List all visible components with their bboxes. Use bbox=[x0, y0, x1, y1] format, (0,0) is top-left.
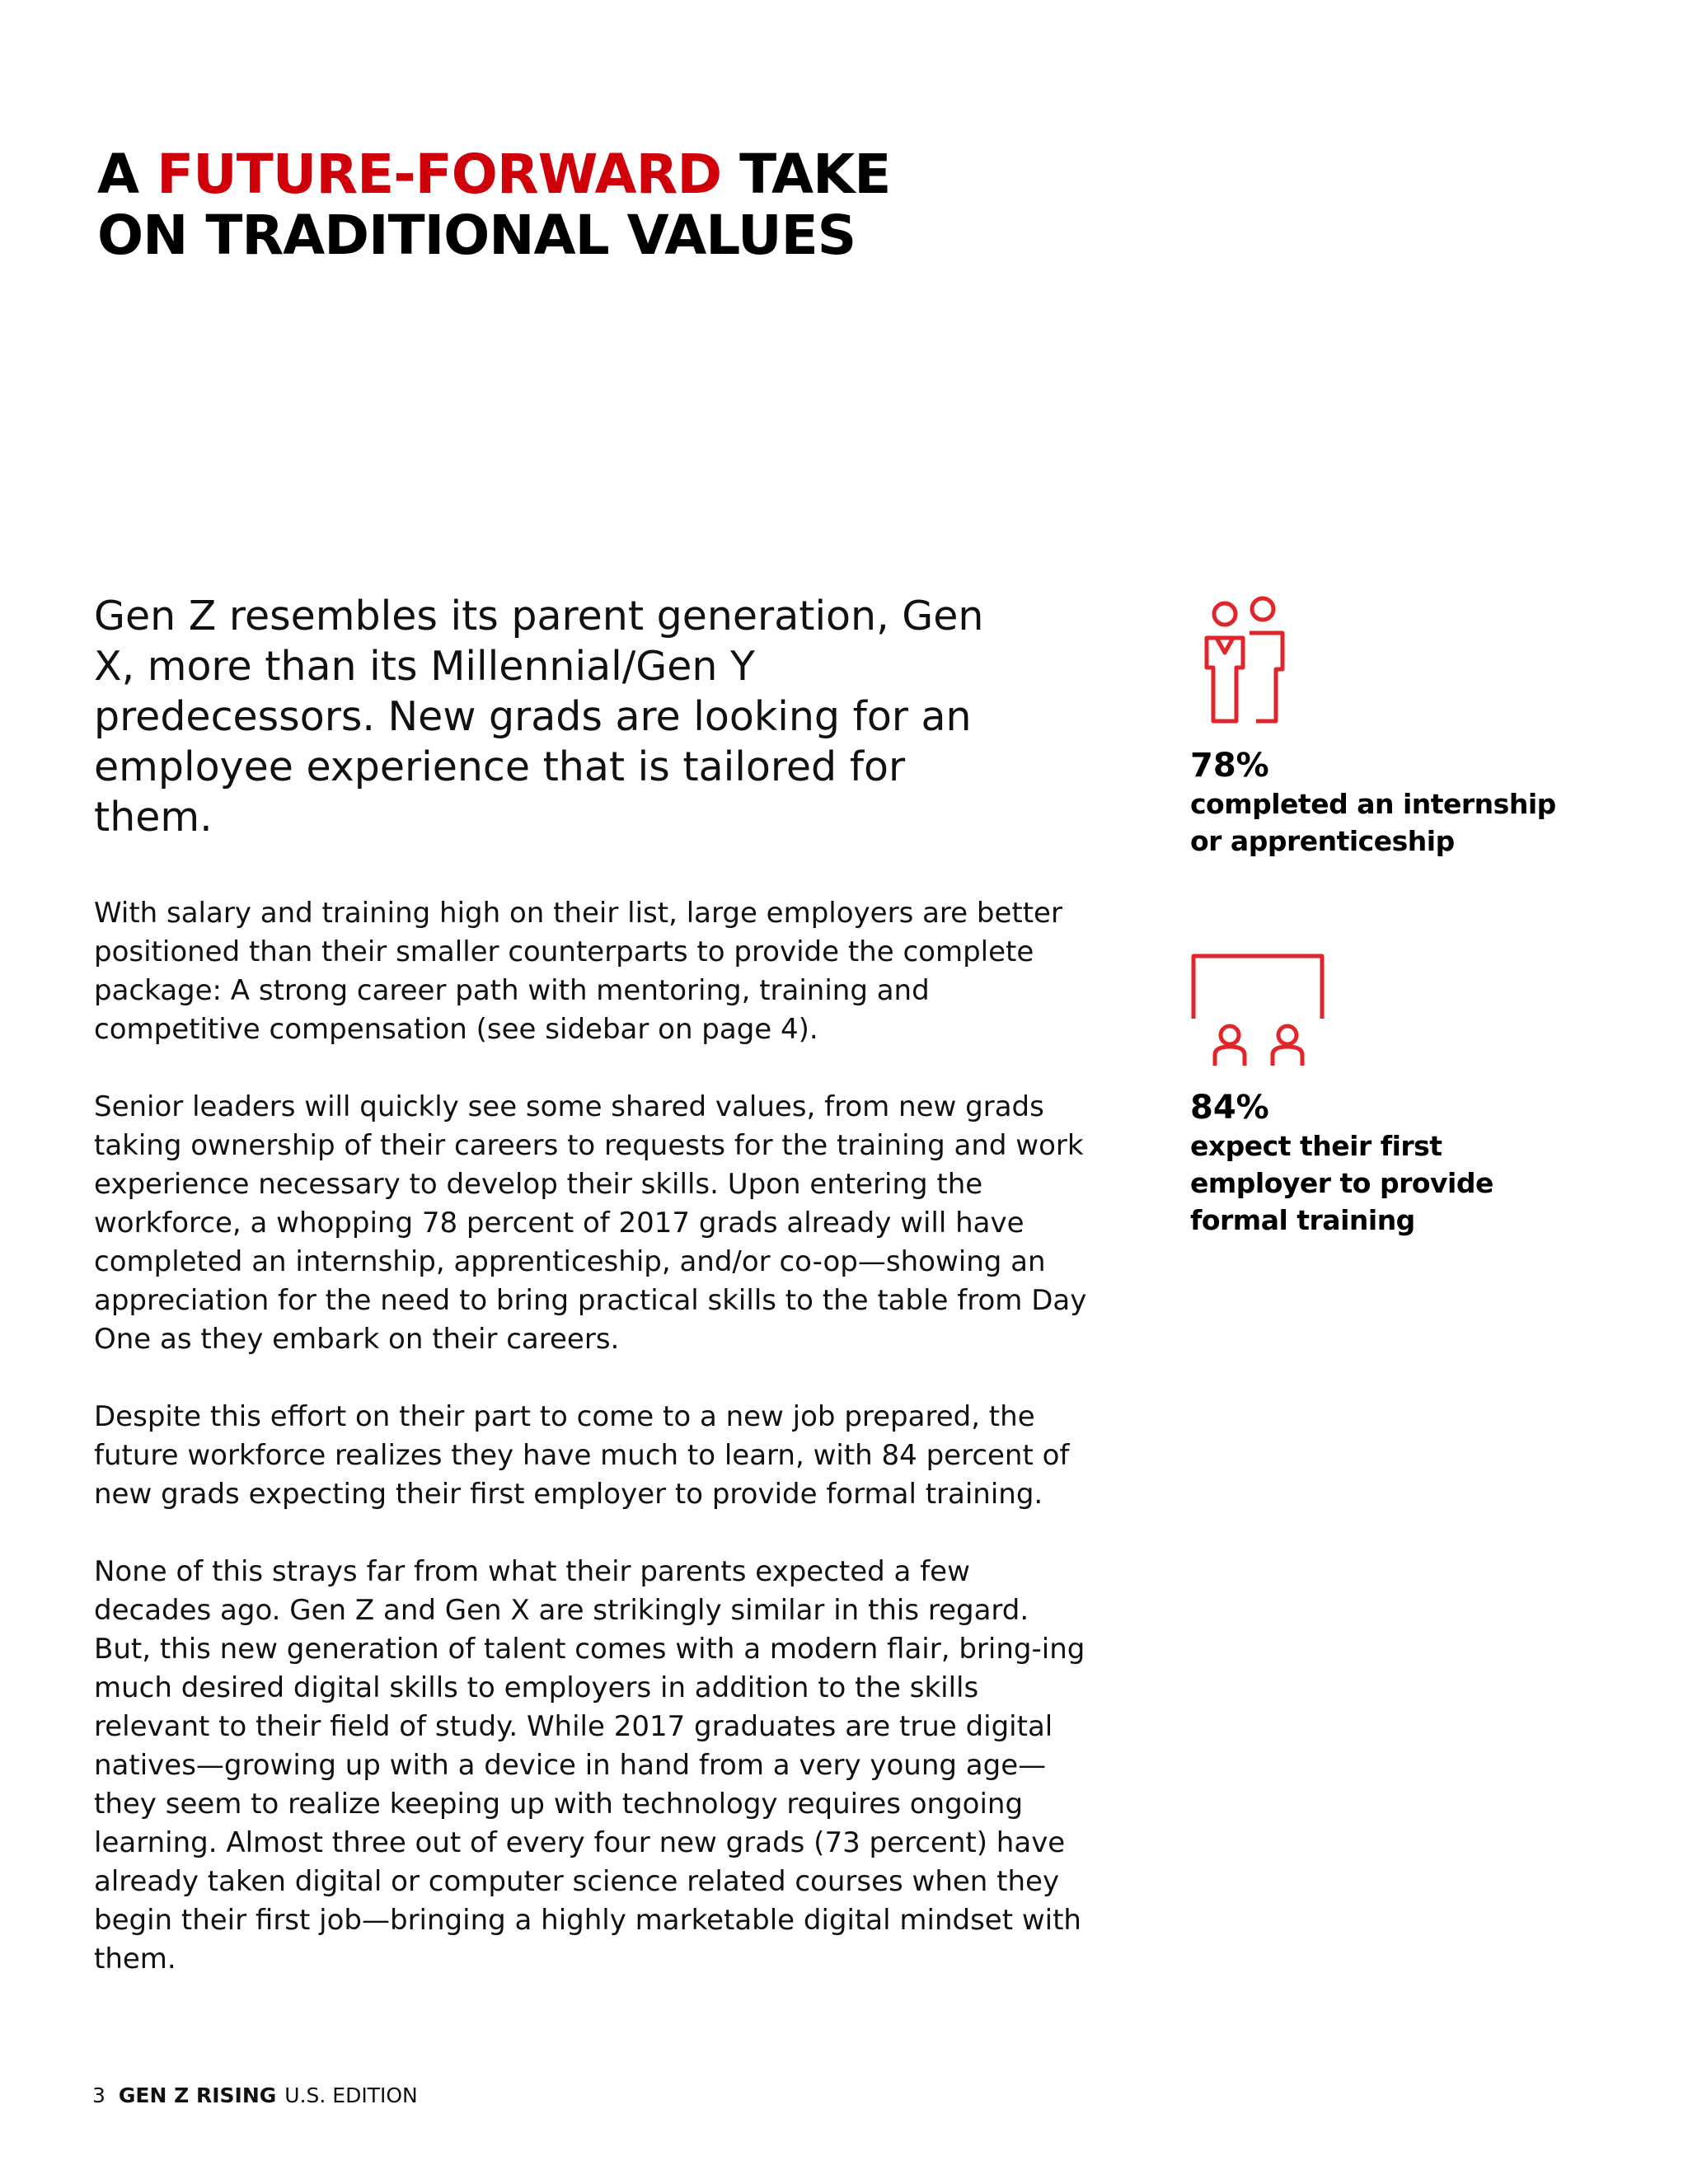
body-paragraph: With salary and training high on their list, large employers are better positioned than their smaller counterparts to provide the complete package: A strong career path with mentoring, training and competitive compensation (see sidebar on page 4). bbox=[94, 897, 1062, 1046]
body-text bbox=[94, 894, 1091, 2018]
lead-paragraph: Gen Z resembles its parent generation, Gen X, more than its Millennial/Gen Y predecessors. New grads are looking for an employee experience that is tailored for them. bbox=[94, 593, 984, 841]
title-line-2: ON TRADITIONAL VALUES bbox=[97, 204, 856, 267]
body-paragraph: Despite this effort on their part to come to a new job prepared, the future workforce realizes they have much to learn, with 84 percent of new grads expecting their first employer to provide formal training. bbox=[94, 1400, 1070, 1511]
title-prefix: A bbox=[97, 143, 157, 206]
stat-description: completed an internship bbox=[1190, 788, 1556, 820]
page-title bbox=[97, 144, 1086, 266]
body-paragraph: Senior leaders will quickly see some shared values, from new grads taking ownership of their careers to requests for the training and work experience necessary to develop their skills. Upon entering the workforce, a whopping 78 percent of 2017 grads already will have completed an internship, apprenticeship, and/or co-op—showing an appreciation for the need to bring practical skills to the table from Day One as they embark on their careers. bbox=[94, 1090, 1087, 1356]
stat-internship bbox=[1190, 746, 1619, 860]
body-paragraph: None of this strays far from what their parents expected a few decades ago. Gen Z and Gen X are strikingly similar in this regard. But, this new generation of talent comes with a modern flair, bring-ing much desired digital skills to employers in addition to the skills relevant to their field of study. While 2017 graduates are true digital natives—growing up with a device in hand from a very young age—they seem to realize keeping up with technology requires ongoing learning. Almost three out of every four new grads (73 percent) have already taken digital or computer science related courses when they begin their first job—bringing a highly marketable digital mindset with them. bbox=[94, 1555, 1085, 1975]
two-people-icon bbox=[1190, 595, 1301, 725]
stat-description: or apprenticeship bbox=[1190, 825, 1455, 857]
title-accent: FUTURE-FORWARD bbox=[157, 143, 722, 206]
stat-description: formal training bbox=[1190, 1204, 1415, 1236]
stat-formal-training bbox=[1190, 1088, 1619, 1239]
publication-name: GEN Z RISING bbox=[118, 2083, 277, 2107]
title-suffix: TAKE bbox=[721, 143, 891, 206]
page-number: 3 bbox=[92, 2083, 106, 2107]
stat-description: expect their first bbox=[1190, 1130, 1442, 1162]
stat-value: 84% bbox=[1190, 1089, 1269, 1127]
edition-label: U.S. EDITION bbox=[284, 2083, 418, 2107]
stat-description: employer to provide bbox=[1190, 1167, 1493, 1199]
classroom-board-icon bbox=[1190, 953, 1325, 1070]
stat-value: 78% bbox=[1190, 747, 1269, 785]
page-footer bbox=[92, 2083, 418, 2108]
